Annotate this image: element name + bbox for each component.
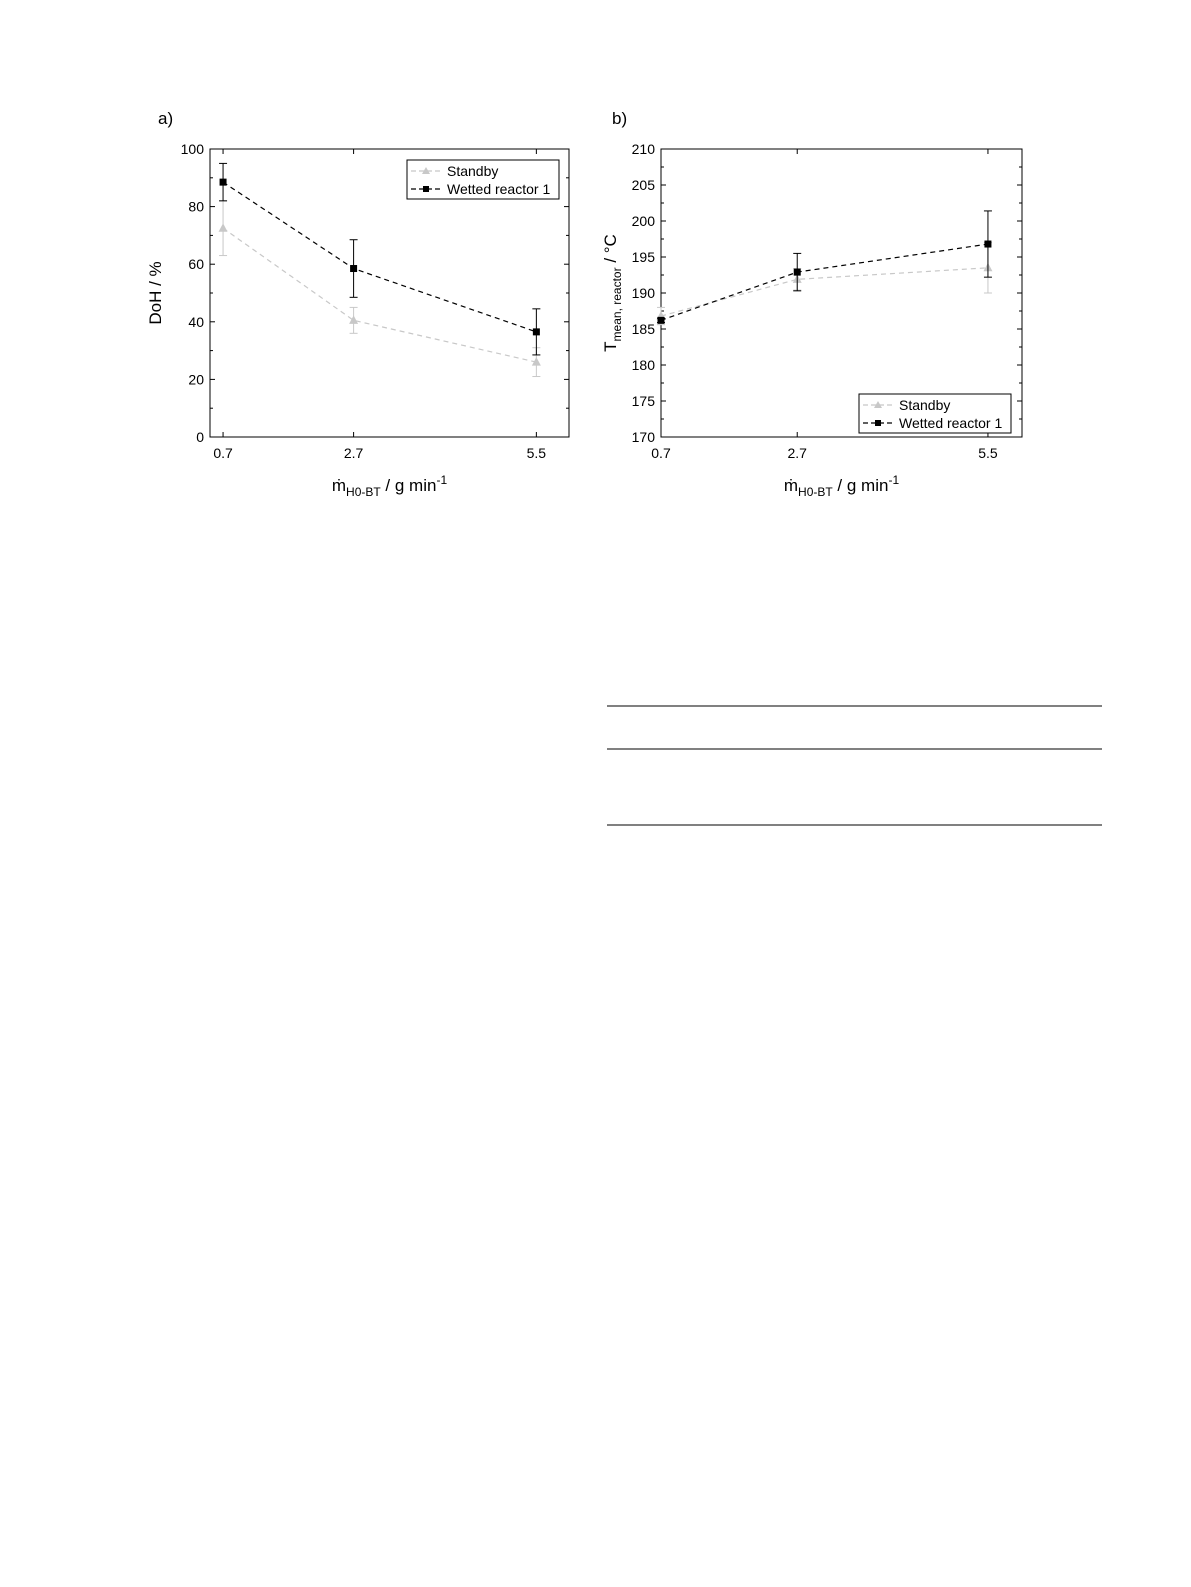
data-point — [984, 241, 991, 248]
y-tick-label: 40 — [188, 313, 204, 330]
series-standby — [657, 243, 993, 325]
legend — [859, 394, 1011, 433]
y-tick-label: 210 — [631, 141, 655, 157]
y-tick-label: 200 — [631, 213, 655, 229]
chart-panel-b — [601, 109, 1022, 499]
series-line — [661, 268, 988, 316]
x-tick-label: 2.7 — [343, 445, 364, 461]
y-tick-label: 180 — [631, 357, 655, 373]
legend — [407, 160, 559, 199]
x-tick-label: 0.7 — [651, 445, 671, 461]
y-tick-label: 20 — [188, 371, 204, 388]
legend-marker — [423, 186, 429, 192]
series-line — [661, 244, 988, 320]
legend-label: Wetted reactor 1 — [447, 181, 551, 197]
y-tick-label: 185 — [631, 321, 655, 337]
y-axis-label: $T_{mean, reactor} / ^\circ C$ — [601, 234, 624, 352]
data-point — [219, 223, 228, 232]
legend-marker — [875, 420, 881, 426]
panel-label: b) — [612, 109, 628, 128]
chart-panel-a — [146, 109, 569, 499]
x-tick-label: 0.7 — [213, 445, 233, 461]
series-wetted-reactor-1 — [657, 211, 992, 324]
x-axis-label: ṁ$_{H0-BT}$ / g $\min^{-1}$ — [783, 473, 900, 499]
table-rules — [607, 706, 1102, 825]
data-point — [794, 269, 801, 276]
y-tick-label: 205 — [631, 177, 655, 193]
data-point — [658, 317, 665, 324]
data-point — [349, 315, 358, 324]
x-tick-label: 5.5 — [978, 445, 998, 461]
legend-label: Standby — [447, 163, 499, 179]
y-tick-label: 80 — [188, 198, 204, 215]
y-tick-label: 170 — [631, 429, 655, 445]
x-axis-label: ṁ$_{H0-BT}$ / g $\min^{-1}$ — [331, 473, 448, 499]
y-tick-label: 0 — [196, 429, 204, 445]
panel-label: a) — [158, 109, 174, 128]
legend-label: Standby — [899, 397, 951, 413]
data-point — [220, 179, 227, 186]
y-tick-label: 190 — [631, 285, 655, 301]
x-tick-label: 2.7 — [787, 445, 807, 461]
y-tick-label: 175 — [631, 393, 655, 409]
x-tick-label: 5.5 — [526, 445, 547, 461]
y-tick-label: 60 — [188, 256, 204, 273]
y-axis-label: DoH / % — [146, 261, 165, 325]
data-point — [533, 328, 540, 335]
series-line — [223, 182, 536, 332]
legend-label: Wetted reactor 1 — [899, 415, 1003, 431]
data-point — [350, 265, 357, 272]
y-tick-label: 195 — [631, 249, 655, 265]
series-line — [223, 228, 536, 362]
y-tick-label: 100 — [180, 141, 204, 157]
series-standby — [219, 201, 541, 377]
